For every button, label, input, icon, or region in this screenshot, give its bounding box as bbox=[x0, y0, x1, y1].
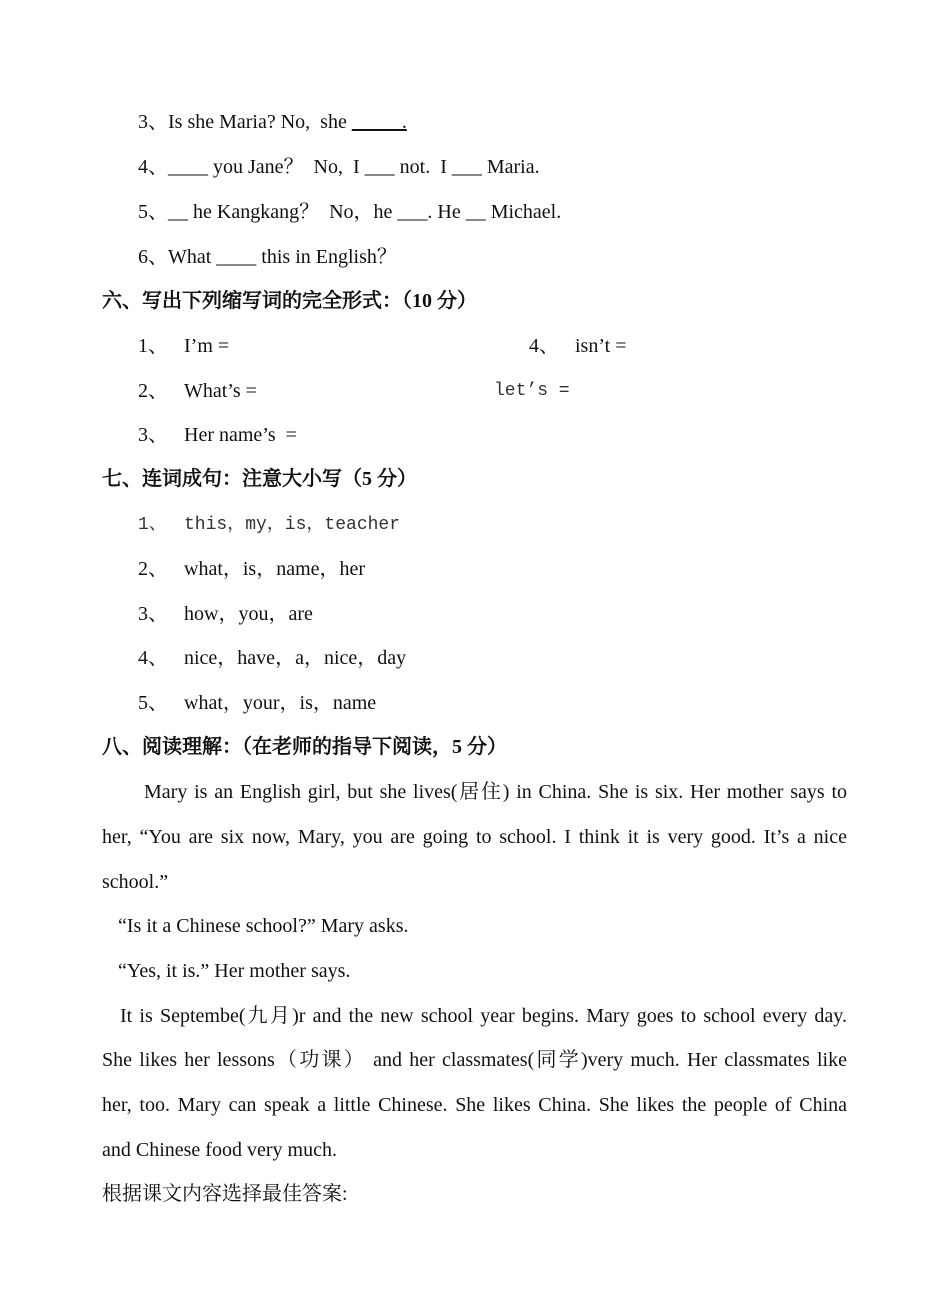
sentence-item-1 bbox=[138, 513, 401, 537]
passage-line: her, too. Mary can speak a little Chinese. She likes China. She likes the people of China bbox=[102, 1094, 847, 1116]
section-6-heading: 六、写出下列缩写词的完全形式：（10 分） bbox=[102, 290, 477, 312]
passage-line: “Is it a Chinese school?” Mary asks. bbox=[118, 915, 409, 937]
item-text: nice，have，a，nice，day bbox=[184, 647, 407, 669]
item-number: 1、 bbox=[138, 335, 168, 357]
item-text: What’s = bbox=[184, 380, 257, 402]
item-text: let’s = bbox=[494, 381, 570, 401]
item-number: 4、 bbox=[529, 335, 559, 357]
passage-line: her, “You are six now, Mary, you are going to school. I think it is very good. It’s a nice bbox=[102, 826, 847, 848]
item-text: what，is，name，her bbox=[184, 558, 366, 580]
sentence-item-2 bbox=[138, 557, 366, 581]
section-7-heading: 七、连词成句：注意大小写（5 分） bbox=[102, 468, 417, 490]
question-4: 4、____ you Jane？ No, I ___ not. I ___ Maria. bbox=[138, 156, 540, 178]
item-number: 5、 bbox=[138, 692, 168, 714]
section-8-heading: 八、阅读理解：（在老师的指导下阅读，5 分） bbox=[102, 736, 507, 758]
passage-line: school.” bbox=[102, 871, 169, 893]
question-3 bbox=[138, 110, 407, 134]
item-number: 1、 bbox=[138, 515, 167, 535]
sentence-item-5 bbox=[138, 691, 377, 715]
item-number: 3、 bbox=[138, 603, 168, 625]
passage-line: “Yes, it is.” Her mother says. bbox=[118, 960, 351, 982]
passage-line: Mary is an English girl, but she lives(居住) in China. She is six. Her mother says to bbox=[144, 781, 847, 803]
item-text: Her name’s = bbox=[184, 424, 297, 446]
item-text: this，my，is，teacher bbox=[184, 515, 401, 535]
sentence-item-3 bbox=[138, 602, 313, 626]
contraction-item-3 bbox=[138, 423, 297, 447]
question-3-text: 3、Is she Maria? No, she bbox=[138, 111, 352, 133]
item-number: 2、 bbox=[138, 380, 168, 402]
passage-line: It is Septembe(九月)r and the new school year begins. Mary goes to school every day. bbox=[120, 1005, 847, 1027]
contraction-item-2 bbox=[138, 379, 257, 403]
question-5: 5、__ he Kangkang？ No，he ___. He __ Michael. bbox=[138, 201, 562, 223]
contraction-item-1 bbox=[138, 334, 230, 358]
contraction-item-4 bbox=[529, 334, 627, 358]
item-text: isn’t = bbox=[575, 335, 627, 357]
item-text: what，your，is，name bbox=[184, 692, 377, 714]
item-number: 4、 bbox=[138, 647, 168, 669]
reading-instruction: 根据课文内容选择最佳答案: bbox=[102, 1183, 348, 1205]
passage-line: and Chinese food very much. bbox=[102, 1139, 337, 1161]
question-6: 6、What ____ this in English？ bbox=[138, 246, 397, 268]
item-number: 2、 bbox=[138, 558, 168, 580]
passage-line: She likes her lessons（功课） and her classmates(同学)very much. Her classmates like bbox=[102, 1049, 847, 1071]
item-text: how，you，are bbox=[184, 603, 313, 625]
item-text: I’m = bbox=[184, 335, 230, 357]
item-number: 3、 bbox=[138, 424, 168, 446]
sentence-item-4 bbox=[138, 646, 407, 670]
contraction-item-lets bbox=[494, 379, 570, 403]
answer-blank: _____. bbox=[351, 111, 407, 133]
